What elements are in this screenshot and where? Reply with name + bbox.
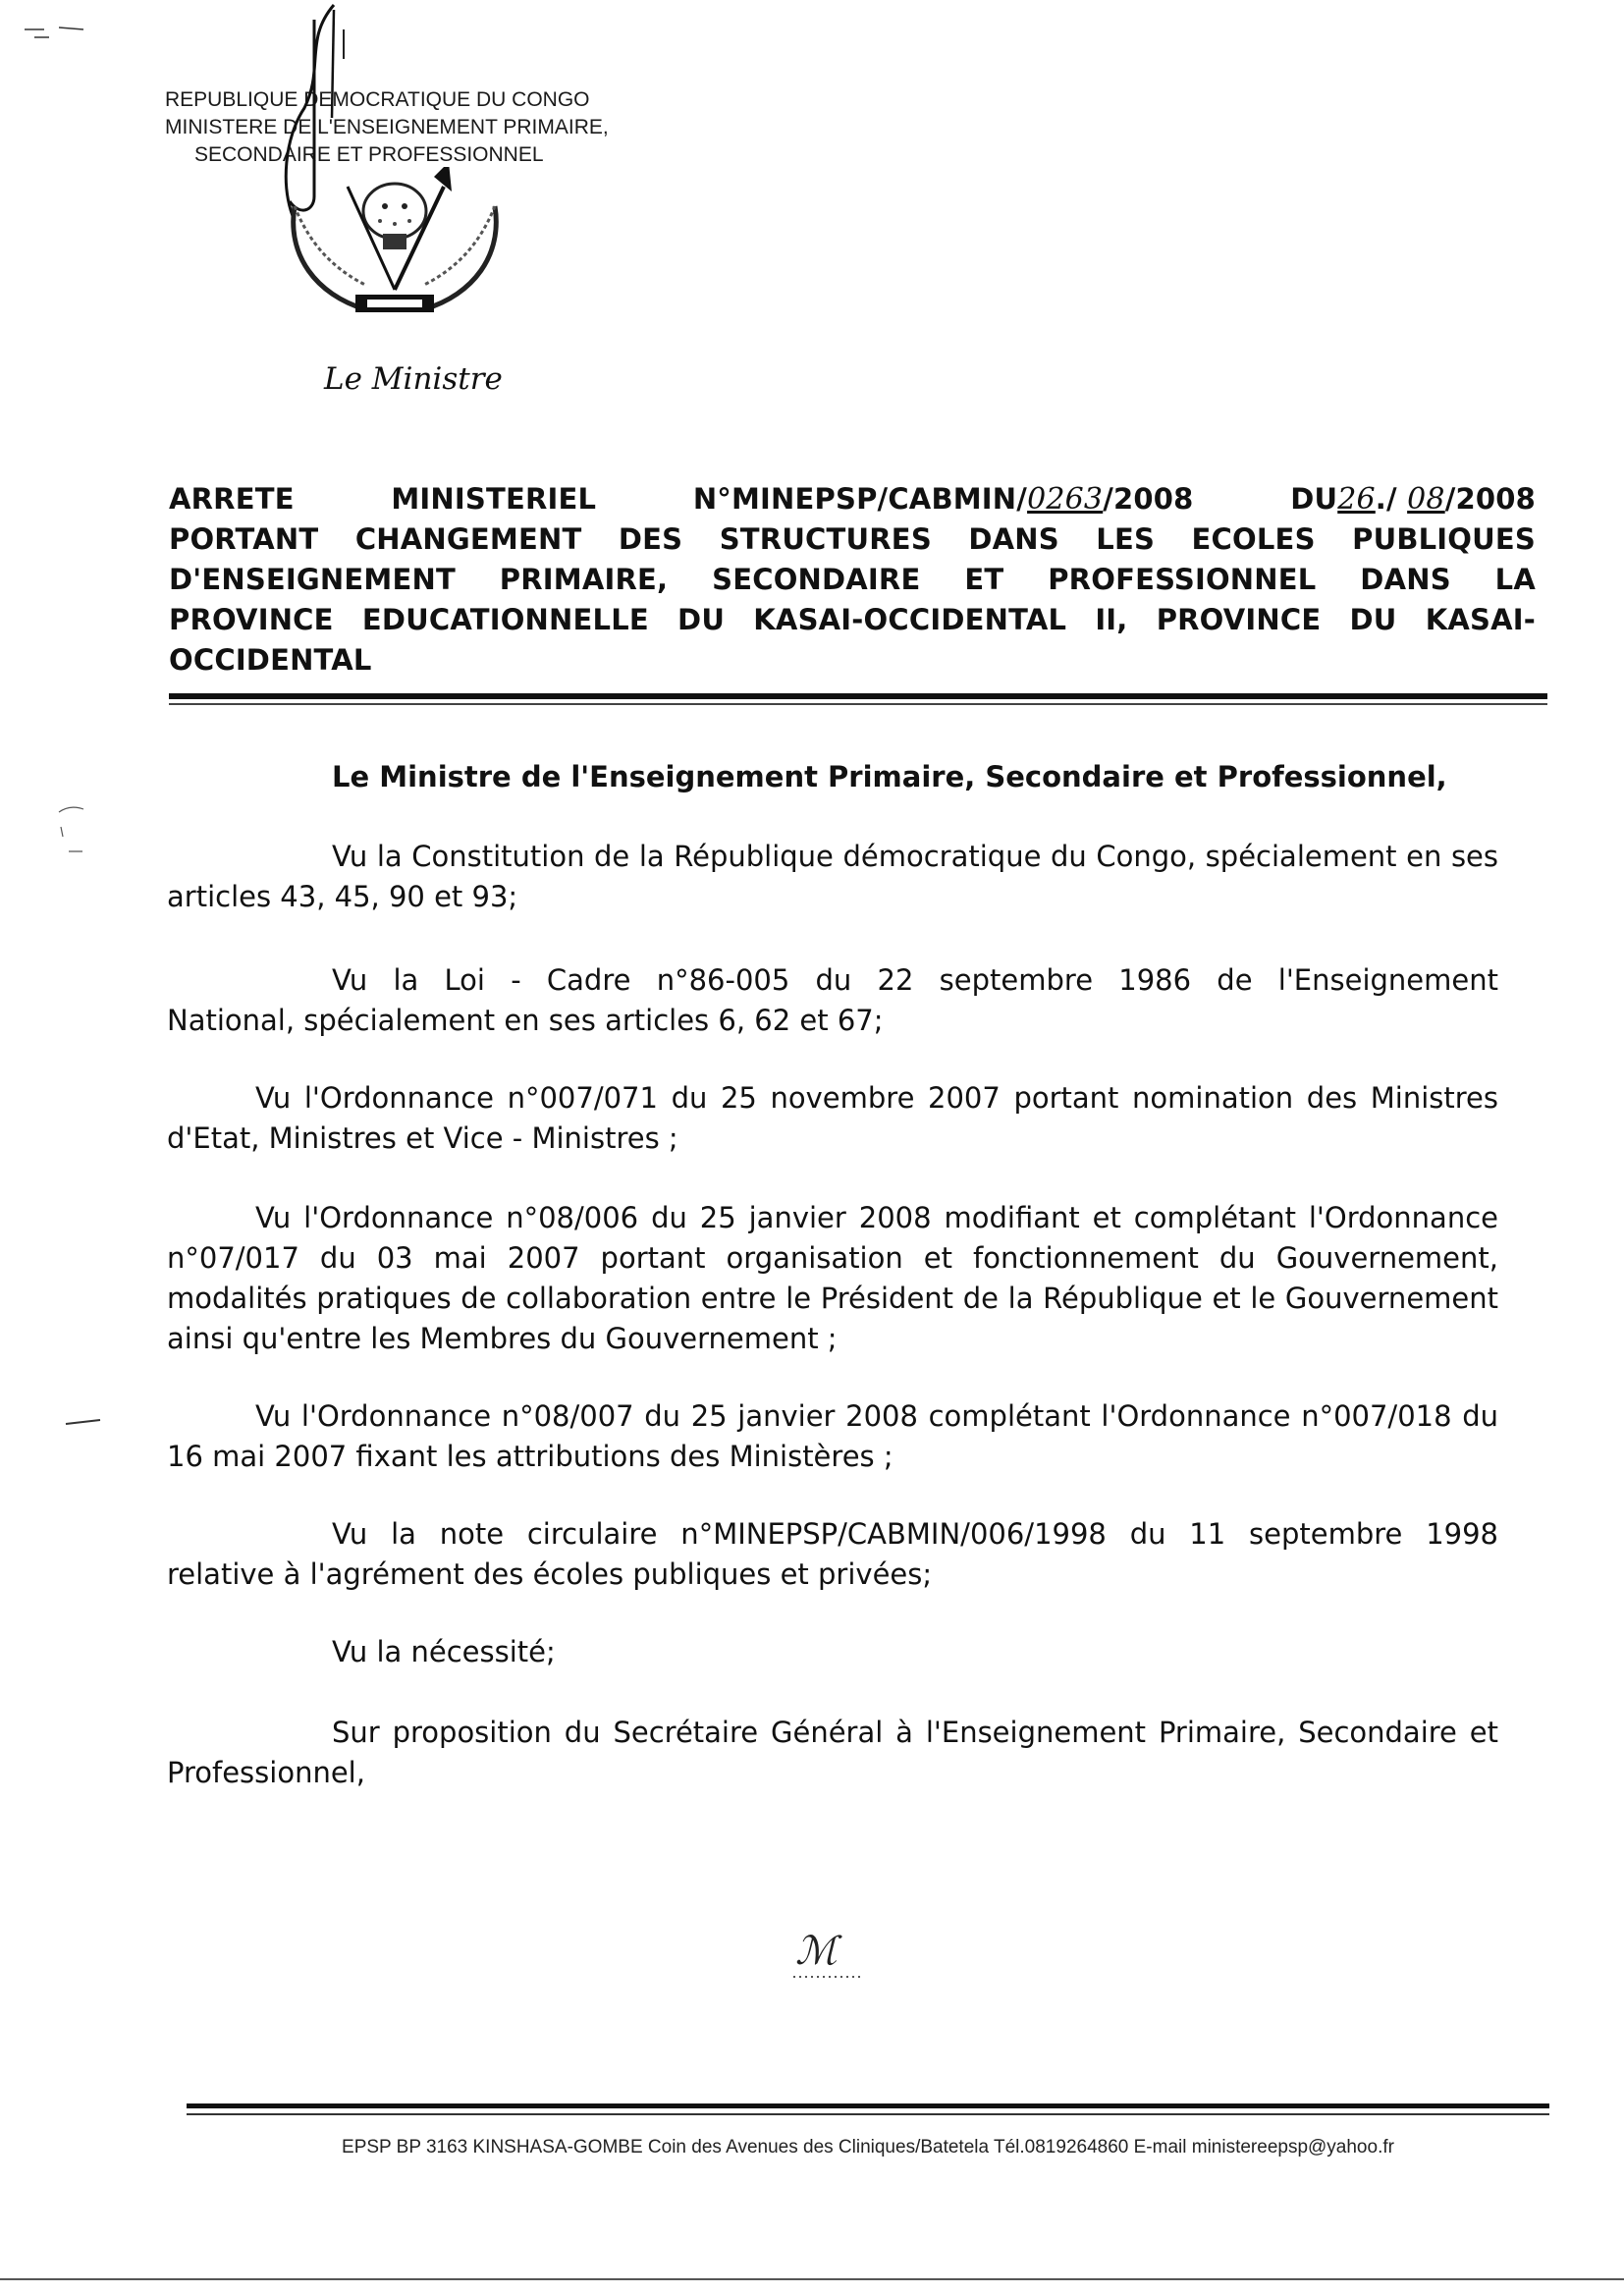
footer-address: EPSP BP 3163 KINSHASA-GOMBE Coin des Avenues des Cliniques/Batetela Tél.0819264860 E-mail ministereepsp@yahoo.fr bbox=[342, 2137, 1394, 2157]
paragraph-note-circulaire bbox=[167, 1514, 1498, 1595]
date-month: 08 bbox=[1407, 482, 1445, 517]
du-word: DU bbox=[1290, 482, 1338, 516]
corner-scribble-icon bbox=[10, 18, 128, 47]
para-line: modalités pratiques de collaboration entre le Président de la République et le Gouvernement bbox=[167, 1282, 1498, 1315]
title-divider-thin bbox=[169, 703, 1547, 705]
paragraph-proposition bbox=[167, 1713, 1498, 1793]
ministeriel-word: MINISTERIEL bbox=[391, 482, 597, 516]
margin-dash-icon bbox=[61, 1412, 110, 1432]
paragraph-constitution bbox=[167, 837, 1498, 917]
para-line: Vu la note circulaire n°MINEPSP/CABMIN/006/1998 du 11 septembre 1998 bbox=[332, 1517, 1498, 1551]
footer-divider bbox=[187, 2103, 1549, 2108]
paragraph-necessite bbox=[167, 1632, 1498, 1672]
date-day: 26 bbox=[1337, 482, 1376, 517]
page-edge-line bbox=[0, 2278, 1624, 2280]
para-line: Vu l'Ordonnance n°007/071 du 25 novembre 2007 portant nomination des Ministres bbox=[255, 1081, 1498, 1115]
para-line: Vu l'Ordonnance n°08/006 du 25 janvier 2008 modifiant et complétant l'Ordonnance bbox=[255, 1201, 1498, 1234]
paragraph-ordonnance-organisation bbox=[167, 1198, 1498, 1359]
title-line-1: PORTANT CHANGEMENT DES STRUCTURES DANS LES ECOLES PUBLIQUES bbox=[169, 522, 1536, 556]
minister-heading: Le Ministre de l'Enseignement Primaire, Secondaire et Professionnel, bbox=[332, 760, 1447, 793]
letterhead-ministry: MINISTERE DE L'ENSEIGNEMENT PRIMAIRE, bbox=[165, 116, 609, 138]
para-line: d'Etat, Ministres et Vice - Ministres ; bbox=[167, 1121, 678, 1155]
ref-prefix: N°MINEPSP/CABMIN/ bbox=[692, 482, 1028, 516]
para-line: relative à l'agrément des écoles publiques et privées; bbox=[167, 1557, 933, 1591]
ref-year: /2008 bbox=[1103, 482, 1194, 516]
decree-title bbox=[169, 479, 1536, 681]
para-line: Vu la Loi - Cadre n°86-005 du 22 septembre 1986 de l'Enseignement bbox=[332, 963, 1498, 997]
minister-signature: Le Ministre bbox=[324, 361, 503, 397]
decree-reference bbox=[693, 479, 1194, 519]
date-year: /2008 bbox=[1444, 482, 1536, 516]
para-line: Vu l'Ordonnance n°08/007 du 25 janvier 2008 complétant l'Ordonnance n°007/018 du bbox=[255, 1399, 1498, 1433]
para-line: articles 43, 45, 90 et 93; bbox=[167, 880, 518, 913]
decree-reference-line bbox=[169, 479, 1536, 519]
paragraph-ordonnance-attributions bbox=[167, 1396, 1498, 1477]
decree-date: DU26./ 08/2008 bbox=[1290, 482, 1536, 517]
initials-dots-icon bbox=[791, 1972, 870, 1982]
margin-mark-icon bbox=[49, 797, 98, 866]
para-line: Sur proposition du Secrétaire Général à l'Enseignement Primaire, Secondaire et bbox=[332, 1716, 1498, 1749]
title-line-2: D'ENSEIGNEMENT PRIMAIRE, SECONDAIRE ET PROFESSIONNEL DANS LA bbox=[169, 563, 1536, 596]
letterhead-country: REPUBLIQUE DEMOCRATIQUE DU CONGO bbox=[165, 88, 590, 111]
title-line-4: OCCIDENTAL bbox=[169, 643, 372, 677]
para-line: ainsi qu'entre les Membres du Gouvernement ; bbox=[167, 1322, 838, 1355]
para-line: Vu la nécessité; bbox=[332, 1635, 556, 1668]
para-line: Vu la Constitution de la République démocratique du Congo, spécialement en ses bbox=[332, 840, 1498, 873]
para-line: 16 mai 2007 fixant les attributions des Ministères ; bbox=[167, 1440, 893, 1473]
title-divider bbox=[169, 693, 1547, 699]
paragraph-loi-cadre bbox=[167, 960, 1498, 1041]
letterhead-ministry-cont: SECONDAIRE ET PROFESSIONNEL bbox=[194, 143, 544, 166]
para-line: National, spécialement en ses articles 6, 62 et 67; bbox=[167, 1004, 884, 1037]
title-line-3: PROVINCE EDUCATIONNELLE DU KASAI-OCCIDENTAL II, PROVINCE DU KASAI- bbox=[169, 603, 1536, 636]
coat-of-arms-icon bbox=[277, 167, 513, 334]
ref-number: 0263 bbox=[1027, 482, 1104, 517]
footer-divider-thin bbox=[187, 2113, 1549, 2115]
handwritten-initials: ℳ bbox=[795, 1929, 838, 1974]
para-line: Professionnel, bbox=[167, 1756, 365, 1789]
para-line: n°07/017 du 03 mai 2007 portant organisation et fonctionnement du Gouvernement, bbox=[167, 1241, 1498, 1275]
arrete-word: ARRETE bbox=[169, 482, 295, 516]
paragraph-ordonnance-nomination bbox=[167, 1078, 1498, 1159]
